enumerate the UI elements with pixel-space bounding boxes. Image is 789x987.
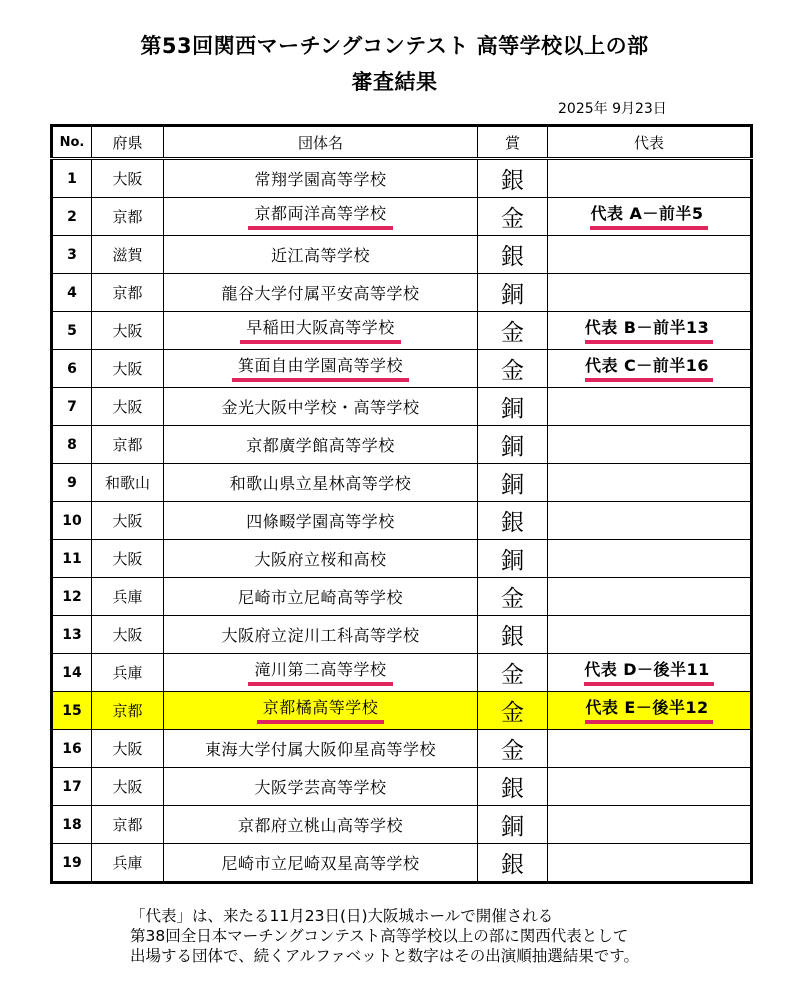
representative-cell (548, 578, 752, 616)
award: 銅 (501, 814, 524, 840)
group-name: 尼崎市立尼崎双星高等学校 (221, 854, 420, 873)
prefecture-cell (92, 236, 164, 274)
table-row (52, 198, 752, 236)
group-name: 近江高等学校 (270, 246, 370, 265)
prefecture-cell (92, 350, 164, 388)
representative-cell (548, 692, 752, 730)
prefecture: 京都 (112, 702, 143, 720)
representative-cell (548, 236, 752, 274)
representative-cell (548, 312, 752, 350)
prefecture-cell (92, 388, 164, 426)
representative: 代表 D－後半11 (584, 659, 714, 686)
representative: 代表 C－前半16 (585, 355, 713, 382)
row-number: 9 (67, 474, 77, 491)
results-table-body (52, 159, 752, 883)
header-prefecture: 府県 (92, 126, 164, 159)
group-name: 常翔学園高等学校 (254, 170, 387, 189)
footnote-line: 出場する団体で、続くアルファベットと数字はその出演順抽選結果です。 (130, 947, 640, 965)
footnote-line: 第38回全日本マーチングコンテスト高等学校以上の部に関西代表として (130, 927, 629, 945)
award-cell (478, 464, 548, 502)
group-name: 早稲田大阪高等学校 (240, 317, 401, 344)
row-number-cell (52, 198, 92, 236)
row-number-cell (52, 426, 92, 464)
award-cell (478, 236, 548, 274)
header-award: 賞 (478, 126, 548, 159)
group-name-cell (164, 844, 478, 883)
prefecture-cell (92, 844, 164, 883)
award: 銅 (501, 282, 524, 308)
representative-cell (548, 844, 752, 883)
row-number-cell (52, 730, 92, 768)
group-name-cell (164, 806, 478, 844)
row-number: 5 (67, 322, 77, 339)
prefecture-cell (92, 692, 164, 730)
prefecture: 兵庫 (112, 854, 143, 872)
prefecture-cell (92, 426, 164, 464)
representative-cell (548, 540, 752, 578)
prefecture: 京都 (112, 436, 143, 454)
group-name: 四條畷学園高等学校 (246, 512, 395, 531)
award-cell (478, 426, 548, 464)
results-table-header (52, 126, 752, 159)
prefecture-cell (92, 274, 164, 312)
row-number: 19 (62, 854, 82, 871)
prefecture-cell (92, 159, 164, 198)
group-name: 京都府立桃山高等学校 (237, 816, 403, 835)
group-name: 尼崎市立尼崎高等学校 (237, 588, 403, 607)
award-cell (478, 578, 548, 616)
prefecture: 大阪 (112, 322, 143, 340)
prefecture: 京都 (112, 208, 143, 226)
prefecture: 大阪 (112, 740, 143, 758)
row-number: 16 (62, 740, 82, 757)
results-table (50, 124, 753, 884)
award-cell (478, 198, 548, 236)
group-name-cell (164, 768, 478, 806)
row-number: 17 (62, 778, 82, 795)
row-number-cell (52, 350, 92, 388)
group-name-cell (164, 198, 478, 236)
group-name-cell (164, 464, 478, 502)
award: 金 (501, 358, 524, 384)
prefecture-cell (92, 806, 164, 844)
table-row (52, 540, 752, 578)
prefecture: 滋賀 (112, 246, 143, 264)
representative-cell (548, 806, 752, 844)
award: 銅 (501, 548, 524, 574)
group-name-cell (164, 730, 478, 768)
group-name: 滝川第二高等学校 (248, 659, 392, 686)
prefecture: 大阪 (112, 512, 143, 530)
table-row (52, 616, 752, 654)
table-row (52, 578, 752, 616)
footnote-line: 「代表」は、来たる11月23日(日)大阪城ホールで開催される (130, 907, 554, 925)
prefecture: 大阪 (112, 778, 143, 796)
group-name-cell (164, 578, 478, 616)
row-number: 8 (67, 436, 77, 453)
representative-cell (548, 198, 752, 236)
representative-cell (548, 654, 752, 692)
award: 銀 (501, 852, 524, 878)
representative: 代表 B－前半13 (585, 317, 714, 344)
prefecture: 和歌山 (104, 474, 150, 492)
representative-cell (548, 350, 752, 388)
table-row (52, 502, 752, 540)
group-name: 東海大学付属大阪仰星高等学校 (204, 740, 436, 759)
award: 銀 (501, 244, 524, 270)
group-name: 龍谷大学付属平安高等学校 (221, 284, 420, 303)
prefecture: 兵庫 (112, 664, 143, 682)
representative-cell (548, 464, 752, 502)
group-name: 大阪府立桜和高校 (254, 550, 387, 569)
prefecture-cell (92, 540, 164, 578)
table-row (52, 274, 752, 312)
group-name-cell (164, 350, 478, 388)
group-name: 京都廣学館高等学校 (246, 436, 395, 455)
table-row (52, 236, 752, 274)
representative: 代表 A－前半5 (590, 203, 707, 230)
award-cell (478, 312, 548, 350)
table-row (52, 350, 752, 388)
table-row (52, 159, 752, 198)
award: 銅 (501, 472, 524, 498)
prefecture-cell (92, 198, 164, 236)
group-name-cell (164, 388, 478, 426)
group-name-cell (164, 692, 478, 730)
prefecture: 大阪 (112, 360, 143, 378)
award-cell (478, 768, 548, 806)
row-number: 13 (62, 626, 82, 643)
row-number: 6 (67, 360, 77, 377)
representative-cell (548, 426, 752, 464)
prefecture-cell (92, 312, 164, 350)
award: 銀 (501, 168, 524, 194)
table-row (52, 654, 752, 692)
representative-cell (548, 388, 752, 426)
award: 金 (501, 738, 524, 764)
row-number: 11 (62, 550, 82, 567)
award-cell (478, 730, 548, 768)
award: 銅 (501, 396, 524, 422)
group-name: 京都橘高等学校 (257, 697, 385, 724)
row-number: 7 (67, 398, 77, 415)
row-number-cell (52, 844, 92, 883)
prefecture: 京都 (112, 816, 143, 834)
table-row (52, 388, 752, 426)
award: 銀 (501, 510, 524, 536)
prefecture: 京都 (112, 284, 143, 302)
table-row (52, 806, 752, 844)
table-row (52, 768, 752, 806)
footnote (130, 906, 639, 966)
prefecture-cell (92, 654, 164, 692)
row-number: 10 (62, 512, 82, 529)
prefecture: 大阪 (112, 550, 143, 568)
award: 金 (501, 206, 524, 232)
table-row (52, 426, 752, 464)
group-name-cell (164, 159, 478, 198)
row-number: 14 (62, 664, 82, 681)
prefecture-cell (92, 578, 164, 616)
group-name: 大阪学芸高等学校 (254, 778, 387, 797)
representative-cell (548, 616, 752, 654)
row-number-cell (52, 312, 92, 350)
row-number-cell (52, 616, 92, 654)
prefecture-cell (92, 502, 164, 540)
award-cell (478, 844, 548, 883)
row-number-cell (52, 388, 92, 426)
table-row (52, 692, 752, 730)
row-number-cell (52, 806, 92, 844)
award-cell (478, 159, 548, 198)
header-row (52, 126, 752, 159)
award-cell (478, 274, 548, 312)
award: 銅 (501, 434, 524, 460)
prefecture: 大阪 (112, 170, 143, 188)
group-name-cell (164, 540, 478, 578)
group-name: 金光大阪中学校・高等学校 (221, 398, 420, 417)
row-number: 4 (67, 284, 77, 301)
award: 銀 (501, 624, 524, 650)
award-cell (478, 502, 548, 540)
group-name: 大阪府立淀川工科高等学校 (221, 626, 420, 645)
award-cell (478, 806, 548, 844)
page-title: 第53回関西マーチングコンテスト 高等学校以上の部 (140, 34, 649, 58)
row-number-cell (52, 502, 92, 540)
row-number-cell (52, 274, 92, 312)
award-cell (478, 350, 548, 388)
row-number: 1 (67, 170, 77, 187)
row-number-cell (52, 464, 92, 502)
prefecture-cell (92, 616, 164, 654)
award-cell (478, 540, 548, 578)
award-cell (478, 654, 548, 692)
header-no: No. (52, 126, 92, 159)
representative-cell (548, 274, 752, 312)
row-number-cell (52, 236, 92, 274)
representative: 代表 E－後半12 (585, 697, 712, 724)
group-name-cell (164, 502, 478, 540)
row-number-cell (52, 692, 92, 730)
row-number: 15 (62, 702, 82, 719)
award-cell (478, 692, 548, 730)
table-row (52, 312, 752, 350)
group-name: 和歌山県立星林高等学校 (229, 474, 412, 493)
row-number: 12 (62, 588, 82, 605)
row-number-cell (52, 159, 92, 198)
prefecture-cell (92, 730, 164, 768)
prefecture: 大阪 (112, 398, 143, 416)
prefecture-cell (92, 464, 164, 502)
award: 銀 (501, 776, 524, 802)
header-group-name: 団体名 (164, 126, 478, 159)
group-name-cell (164, 236, 478, 274)
representative-cell (548, 502, 752, 540)
table-row (52, 464, 752, 502)
result-date: 2025年 9月23日 (558, 101, 667, 117)
award-cell (478, 616, 548, 654)
row-number-cell (52, 654, 92, 692)
page-subtitle: 審査結果 (351, 70, 438, 94)
row-number: 2 (67, 208, 77, 225)
row-number: 18 (62, 816, 82, 833)
prefecture-cell (92, 768, 164, 806)
group-name-cell (164, 312, 478, 350)
row-number-cell (52, 768, 92, 806)
row-number-cell (52, 540, 92, 578)
group-name-cell (164, 274, 478, 312)
row-number: 3 (67, 246, 77, 263)
group-name: 箕面自由学園高等学校 (232, 355, 409, 382)
award: 金 (501, 586, 524, 612)
representative-cell (548, 768, 752, 806)
representative-cell (548, 730, 752, 768)
award: 金 (501, 662, 524, 688)
group-name-cell (164, 616, 478, 654)
row-number-cell (52, 578, 92, 616)
header-representative: 代表 (548, 126, 752, 159)
group-name-cell (164, 426, 478, 464)
award-cell (478, 388, 548, 426)
prefecture: 兵庫 (112, 588, 143, 606)
table-row (52, 730, 752, 768)
award: 金 (501, 320, 524, 346)
prefecture: 大阪 (112, 626, 143, 644)
representative-cell (548, 159, 752, 198)
award: 金 (501, 700, 524, 726)
group-name: 京都両洋高等学校 (248, 203, 392, 230)
group-name-cell (164, 654, 478, 692)
table-row (52, 844, 752, 883)
